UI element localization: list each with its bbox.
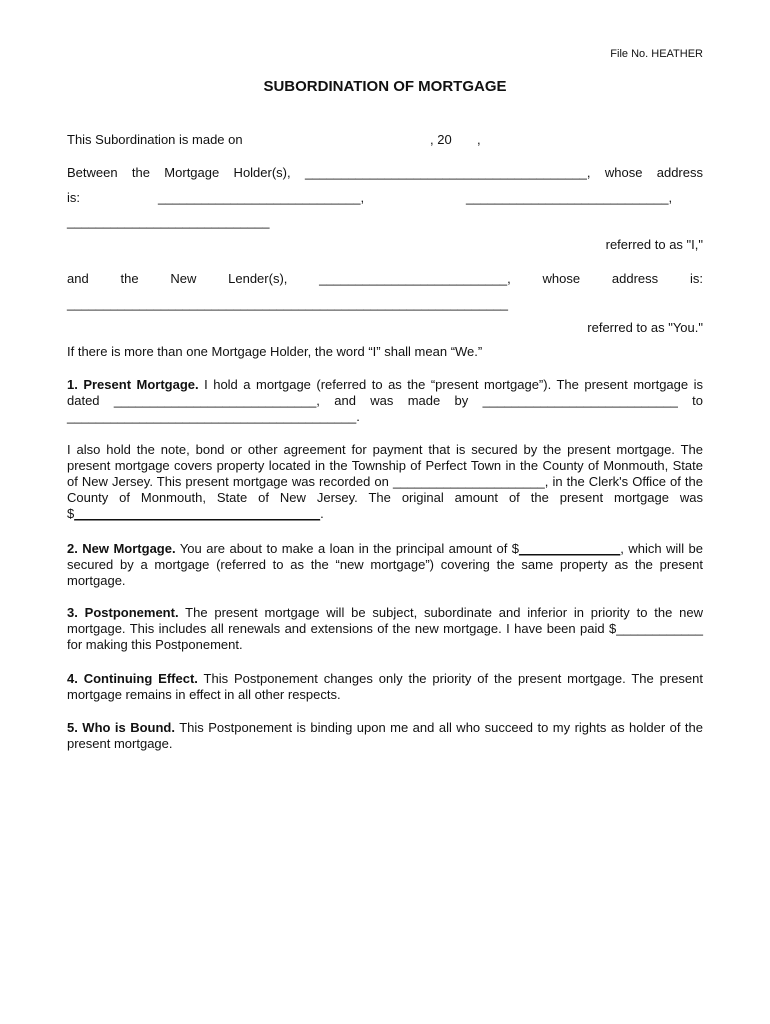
section-text: I hold a mortgage (referred to as the “present mortgage”). The present mortgage is dated ____________________________, and was made by ___________________________ to ________________________________________. <box>67 377 703 424</box>
lender-word: whose <box>542 271 581 286</box>
is-label: is: <box>67 190 80 205</box>
section-text: This Postponement is binding upon me and all who succeed to my rights as holder of the present mortgage. <box>67 720 704 751</box>
made-on-label: This Subordination is made on <box>67 132 243 147</box>
section-text: I also hold the note, bond or other agreement for payment that is secured by the present mortgage. The present mortgage covers property located in the Township of Perfect Town in the County of Monmouth, State of New Jersey. This present mortgage was recorded on _____________________, in the Clerk's Office of the County of Monmouth, State of New Jersey. The original amount of the present mortgage was $ <box>67 442 703 521</box>
lender-line <box>67 271 703 287</box>
date-end-comma: , <box>477 132 481 147</box>
section-heading: 2. New Mortgage. <box>67 541 176 556</box>
section-who-is-bound <box>67 720 703 752</box>
between-line: Between the Mortgage Holder(s), _______________________________________, whose address <box>67 165 703 180</box>
referred-as-you: referred to as "You." <box>587 320 703 335</box>
lender-address-blank: _____________________________________________________________ <box>67 296 509 311</box>
section-text: The present mortgage will be subject, subordinate and inferior in priority to the new mortgage. This includes all renewals and extensions of the new mortgage. I have been paid $____________ for making this Postponement. <box>67 605 703 652</box>
lender-word: and <box>67 271 89 286</box>
section-postponement <box>67 605 703 653</box>
original-amount-blank: __________________________________ <box>74 506 321 521</box>
lender-word: Lender(s), <box>228 271 288 286</box>
lender-word: the <box>120 271 139 286</box>
address-blank-2: ____________________________, <box>466 190 673 205</box>
lender-word: is: <box>689 271 703 286</box>
section-new-mortgage <box>67 541 703 589</box>
section-text: You are about to make a loan in the principal amount of $ <box>175 541 520 556</box>
section-text: , which will be secured by a mortgage (referred to as the “new mortgage”) covering the same property as the present mortgage. <box>67 541 703 588</box>
date-year-label: , 20 <box>430 132 452 147</box>
section-present-mortgage <box>67 377 703 425</box>
lender-word: address <box>611 271 659 286</box>
address-blank-1: ____________________________, <box>158 190 365 205</box>
principal-amount-blank: ______________ <box>519 541 621 556</box>
section-text: This Postponement changes only the priority of the present mortgage. The present mortgage remains in effect in all other respects. <box>67 671 703 702</box>
section-continuing-effect <box>67 671 703 703</box>
address-blank-3: ____________________________ <box>67 214 270 229</box>
section-present-mortgage-note <box>67 442 703 522</box>
section-heading: 5. Who is Bound. <box>67 720 175 735</box>
lender-blank: __________________________, <box>319 271 511 286</box>
section-heading: 1. Present Mortgage. <box>67 377 199 392</box>
lender-word: New <box>170 271 197 286</box>
document-title: SUBORDINATION OF MORTGAGE <box>263 78 507 95</box>
section-heading: 4. Continuing Effect. <box>67 671 198 686</box>
more-than-one-note: If there is more than one Mortgage Holder, the word “I” shall mean “We.” <box>67 344 483 359</box>
section-heading: 3. Postponement. <box>67 605 179 620</box>
file-number: File No. HEATHER <box>610 48 703 60</box>
section-text-end: . <box>320 506 324 521</box>
referred-as-i: referred to as "I," <box>605 237 703 252</box>
